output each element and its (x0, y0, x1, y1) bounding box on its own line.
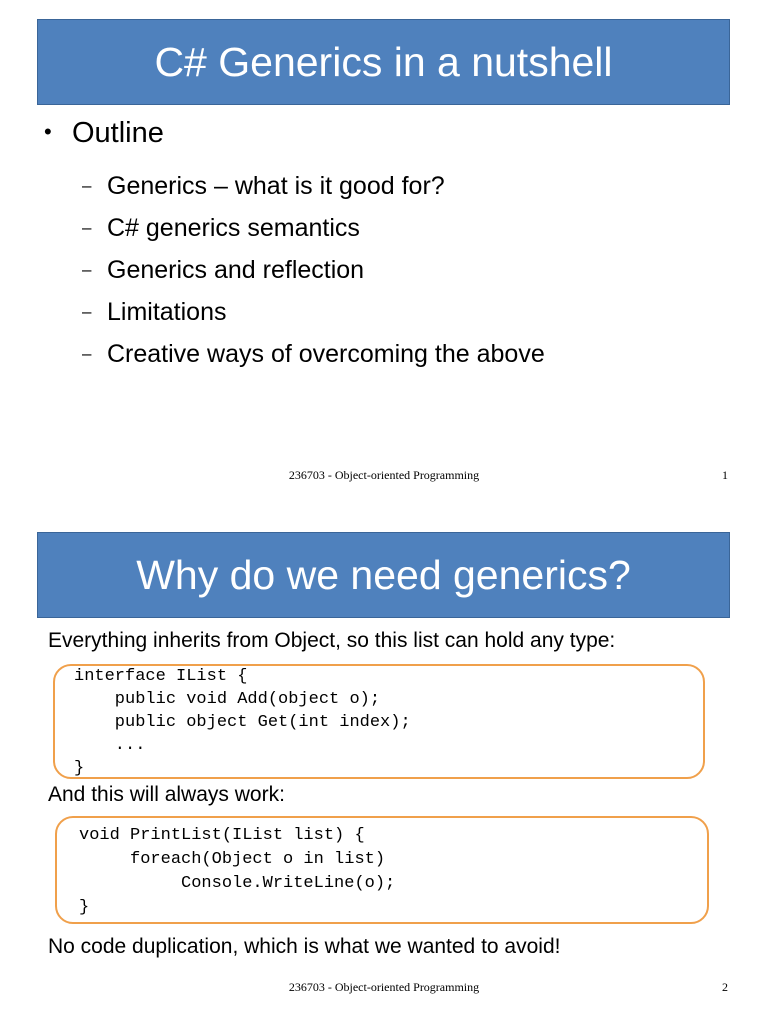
conclusion-text: No code duplication, which is what we wanted to avoid! (48, 935, 561, 958)
outline-item (82, 212, 545, 254)
outline-item (82, 170, 545, 212)
slide-1-footer (0, 468, 768, 484)
footer-course-name: 236703 - Object-oriented Programming (288, 980, 480, 994)
code-line: } (79, 898, 90, 917)
slide-2 (0, 512, 768, 1024)
explanation-text: And this will always work: (48, 783, 285, 806)
slide-2-title: Why do we need generics? (136, 551, 631, 598)
slide-2-footer (0, 980, 768, 996)
code-block-ilist (53, 664, 705, 779)
outline-item-text: Generics and reflection (107, 256, 365, 284)
bullet-dot-icon: • (44, 119, 52, 144)
code-block-printlist (55, 816, 709, 924)
code-line: void PrintList(IList list) { (79, 826, 365, 845)
slide-2-title-bar (37, 532, 730, 618)
outline-item (82, 254, 545, 296)
outline-list (82, 170, 545, 380)
page-number: 1 (722, 468, 728, 482)
code-line: ... (74, 736, 146, 755)
code-line: public object Get(int index); (74, 713, 411, 732)
dash-icon: – (82, 176, 92, 195)
outline-item-text: Generics – what is it good for? (107, 172, 445, 200)
code-line: foreach(Object o in list) (79, 850, 386, 869)
code-line: Console.WriteLine(o); (79, 874, 396, 893)
dash-icon: – (82, 302, 92, 321)
page-number: 2 (722, 980, 728, 994)
outline-item-text: C# generics semantics (107, 214, 360, 242)
dash-icon: – (82, 260, 92, 279)
outline-bullet (44, 117, 164, 150)
footer-course-name: 236703 - Object-oriented Programming (288, 468, 480, 482)
outline-label: Outline (72, 117, 164, 149)
code-line: } (74, 759, 85, 778)
dash-icon: – (82, 344, 92, 363)
code-line: public void Add(object o); (74, 690, 381, 709)
outline-item (82, 338, 545, 380)
dash-icon: – (82, 218, 92, 237)
outline-item-text: Limitations (107, 298, 227, 326)
intro-text: Everything inherits from Object, so this list can hold any type: (48, 629, 616, 652)
outline-item (82, 296, 545, 338)
outline-item-text: Creative ways of overcoming the above (107, 340, 545, 368)
slide-1-title: C# Generics in a nutshell (154, 38, 613, 85)
code-line: interface IList { (74, 667, 248, 686)
slide-1-title-bar (37, 19, 730, 105)
